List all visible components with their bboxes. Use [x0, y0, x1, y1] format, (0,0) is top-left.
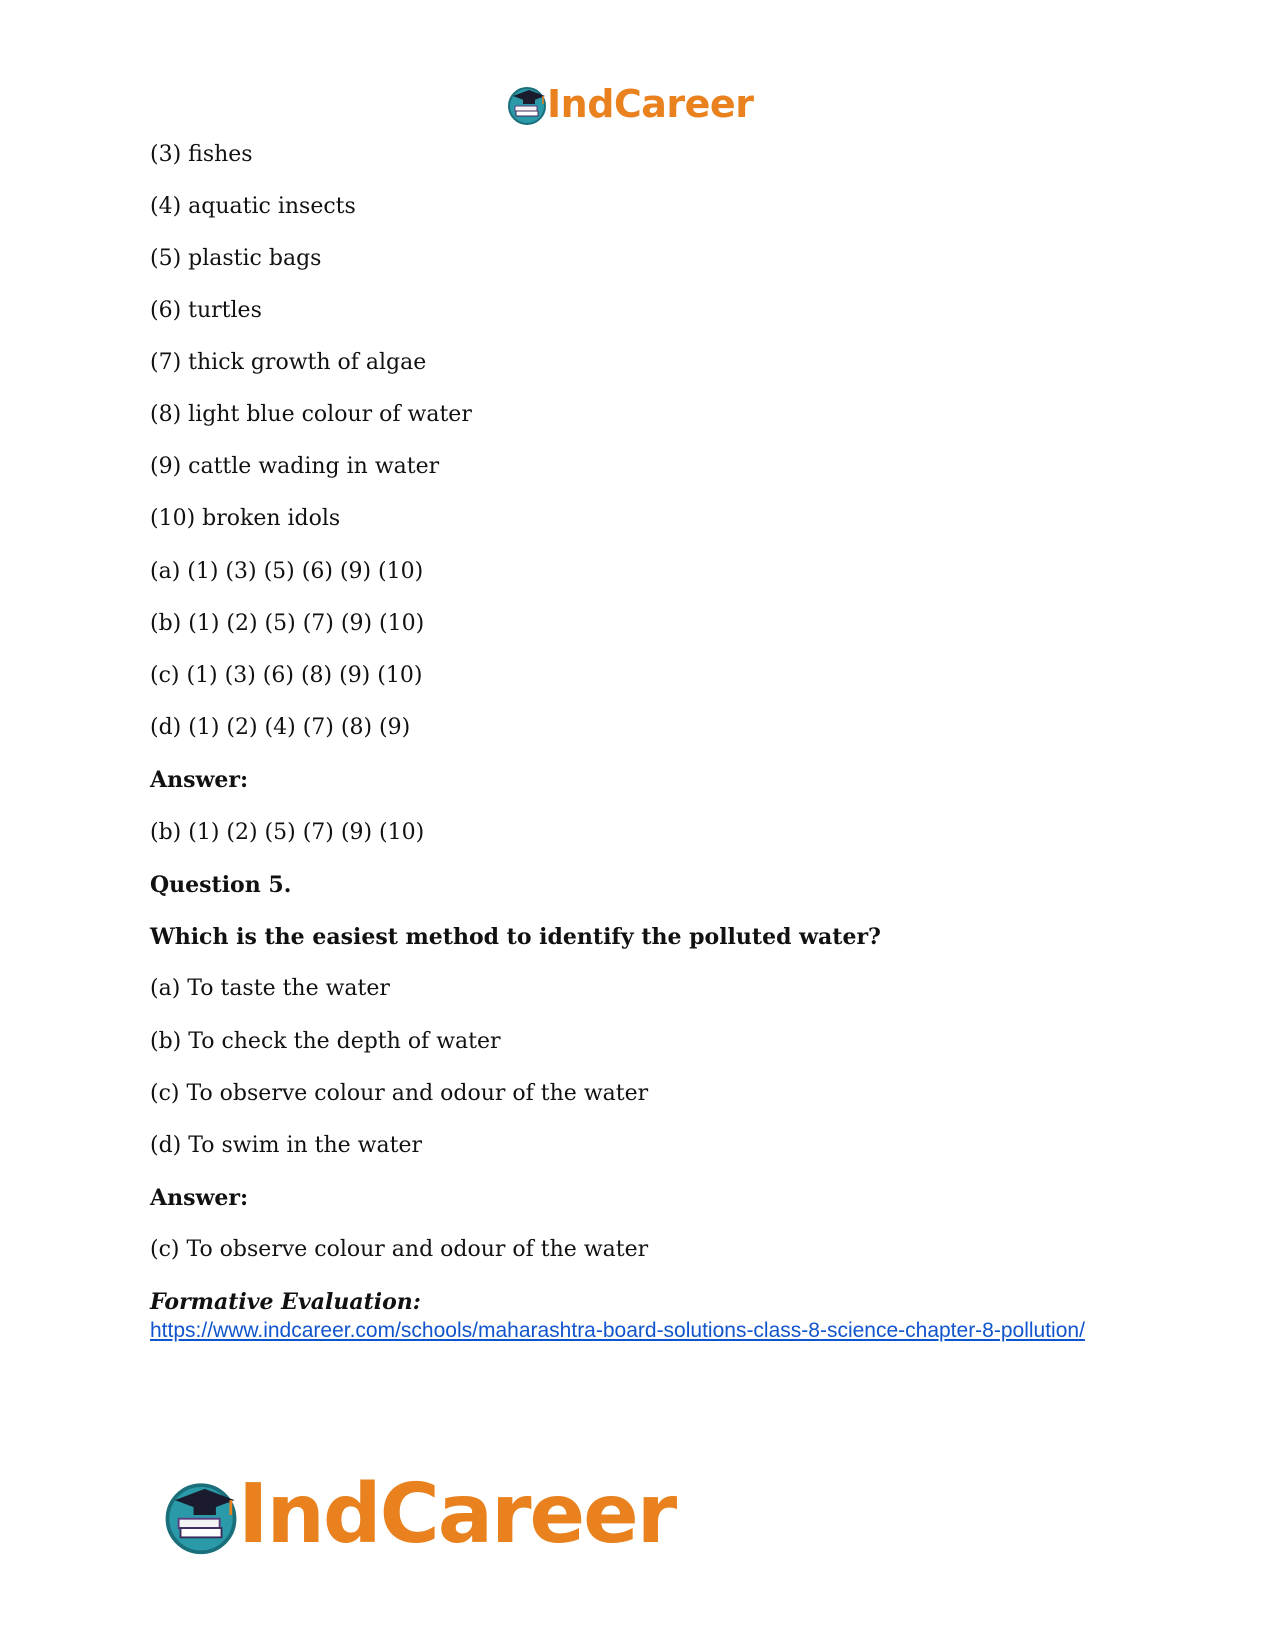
section-heading: Formative Evaluation: — [150, 1289, 421, 1315]
list-item: (8) light blue colour of water — [150, 402, 472, 427]
answer-text: (b) (1) (2) (5) (7) (9) (10) — [150, 820, 425, 845]
header-logo-text: IndCareer — [547, 82, 754, 126]
list-item: (7) thick growth of algae — [150, 350, 427, 375]
list-item: (9) cattle wading in water — [150, 454, 440, 479]
list-item: (5) plastic bags — [150, 246, 322, 271]
answer-option: (d) (1) (2) (4) (7) (8) (9) — [150, 715, 411, 740]
answer-heading: Answer: — [150, 1185, 249, 1211]
question-number: Question 5. — [150, 872, 292, 898]
question-text: Which is the easiest method to identify the polluted water? — [150, 924, 881, 950]
answer-option: (c) To observe colour and odour of the water — [150, 1081, 649, 1106]
answer-option: (a) To taste the water — [150, 976, 390, 1001]
logo-emblem-icon — [505, 82, 549, 126]
list-item: (6) turtles — [150, 298, 262, 323]
header-logo — [505, 78, 775, 130]
answer-option: (d) To swim in the water — [150, 1133, 423, 1158]
list-item: (4) aquatic insects — [150, 194, 356, 219]
answer-option: (c) (1) (3) (6) (8) (9) (10) — [150, 663, 423, 688]
answer-text: (c) To observe colour and odour of the water — [150, 1237, 649, 1262]
answer-heading: Answer: — [150, 767, 249, 793]
answer-option: (b) (1) (2) (5) (7) (9) (10) — [150, 611, 425, 636]
logo-emblem-icon — [160, 1474, 242, 1556]
answer-option: (b) To check the depth of water — [150, 1029, 501, 1054]
list-item: (10) broken idols — [150, 506, 341, 531]
answer-option: (a) (1) (3) (5) (6) (9) (10) — [150, 559, 424, 584]
footer-logo-text: IndCareer — [238, 1467, 676, 1562]
source-link[interactable]: https://www.indcareer.com/schools/maharashtra-board-solutions-class-8-science-chapter-8-pollution/ — [150, 1319, 1085, 1342]
list-item: (3) fishes — [150, 142, 253, 167]
footer-logo — [160, 1467, 700, 1562]
